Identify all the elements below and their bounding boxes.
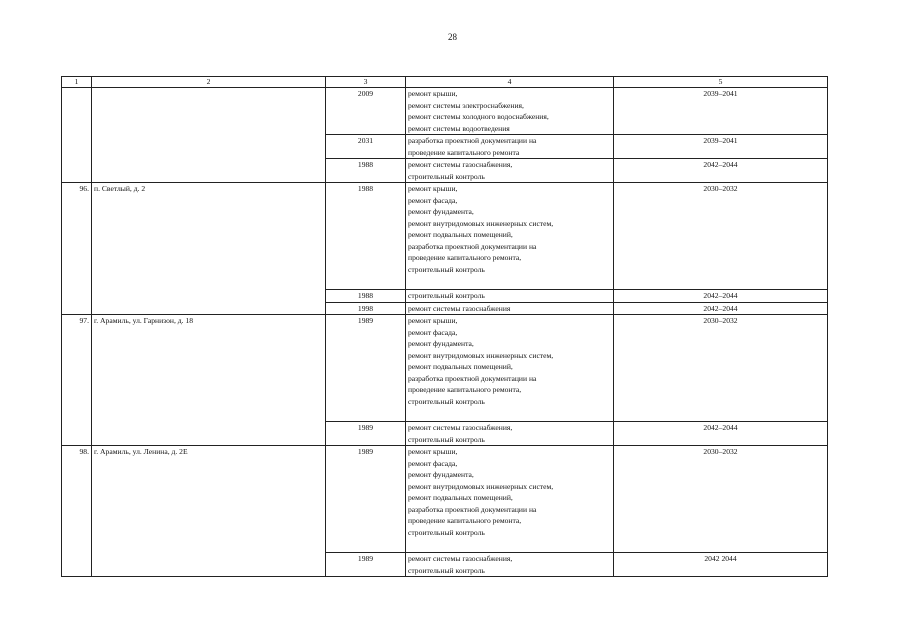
year-cell: 1989 [326,422,406,446]
period-cell: 2030–2032 [614,446,828,553]
works-cell [406,88,614,135]
work-item: ремонт крыши, [408,184,458,193]
row-number-cell: 98. [62,446,92,577]
address-cell: г. Арамиль, ул. Ленина, д. 2Е [92,446,326,577]
year-cell: 1988 [326,159,406,183]
work-item: разработка проектной документации на [408,241,537,251]
work-item: ремонт фасада, [408,458,458,468]
period-cell: 2042 2044 [614,553,828,577]
header-col-3: 3 [326,77,406,88]
period-cell: 2042–2044 [614,290,828,303]
table-row [62,446,828,553]
work-item: проведение капитального ремонта, [408,253,522,262]
works-cell [406,159,614,183]
period-cell: 2039–2041 [614,88,828,135]
work-item: ремонт внутридомовых инженерных систем, [408,481,554,491]
work-item: строительный контроль [408,291,485,300]
year-cell: 1988 [326,183,406,290]
period-cell: 2042–2044 [614,422,828,446]
row-number-cell [62,88,92,183]
work-item: ремонт системы электроснабжения, [408,100,524,110]
year-cell: 1989 [326,553,406,577]
work-item: разработка проектной документации на [408,136,537,145]
work-item: проведение капитального ремонта [408,147,520,157]
address-cell [92,88,326,183]
address-cell: г. Арамиль, ул. Гарнизон, д. 18 [92,315,326,446]
work-item: ремонт системы водоотведения [408,123,510,133]
work-item: ремонт внутридомовых инженерных систем, [408,218,554,228]
period-cell: 2030–2032 [614,183,828,290]
work-item: ремонт подвальных помещений, [408,362,513,371]
work-item: строительный контроль [408,434,485,444]
work-item: ремонт крыши, [408,447,458,456]
repair-plan-table [61,76,828,577]
work-item: строительный контроль [408,171,485,181]
work-item: ремонт подвальных помещений, [408,230,513,239]
works-cell [406,302,614,315]
page-number: 28 [448,32,457,42]
year-cell: 1988 [326,290,406,303]
period-cell: 2042–2044 [614,159,828,183]
work-item: разработка проектной документации на [408,373,537,383]
works-cell [406,183,614,290]
work-item: ремонт крыши, [408,89,458,98]
header-col-4: 4 [406,77,614,88]
work-item: ремонт фундамента, [408,207,474,216]
work-item: ремонт системы холодного водоснабжения, [408,112,549,121]
works-cell [406,290,614,303]
work-item: ремонт системы газоснабжения, [408,160,513,169]
work-item: ремонт фундамента, [408,339,474,348]
work-item: ремонт фундамента, [408,470,474,479]
works-cell [406,422,614,446]
work-item: ремонт внутридомовых инженерных систем, [408,350,554,360]
header-col-5: 5 [614,77,828,88]
row-number-cell: 97. [62,315,92,446]
work-item: проведение капитального ремонта, [408,385,522,394]
table-row [62,315,828,422]
header-col-1: 1 [62,77,92,88]
period-cell: 2030–2032 [614,315,828,422]
work-item: ремонт фасада, [408,195,458,205]
work-item: ремонт крыши, [408,316,458,325]
period-cell: 2039–2041 [614,135,828,159]
work-item: ремонт системы газоснабжения, [408,423,513,432]
header-col-2: 2 [92,77,326,88]
works-cell [406,446,614,553]
period-cell: 2042–2044 [614,302,828,315]
works-cell [406,553,614,577]
works-cell [406,135,614,159]
year-cell: 2009 [326,88,406,135]
work-item: ремонт системы газоснабжения [408,303,511,313]
year-cell: 1989 [326,315,406,422]
work-item: проведение капитального ремонта, [408,516,522,525]
table-row [62,183,828,290]
works-cell [406,315,614,422]
work-item: ремонт подвальных помещений, [408,493,513,502]
year-cell: 1989 [326,446,406,553]
table-body [62,77,828,577]
work-item: ремонт системы газоснабжения, [408,554,513,563]
address-cell: п. Светлый, д. 2 [92,183,326,315]
work-item: строительный контроль [408,396,485,406]
work-item: строительный контроль [408,527,485,537]
work-item: строительный контроль [408,565,485,575]
year-cell: 2031 [326,135,406,159]
work-item: строительный контроль [408,264,485,274]
work-item: ремонт фасада, [408,327,458,337]
year-cell: 1998 [326,302,406,315]
table-row [62,88,828,135]
row-number-cell: 96. [62,183,92,315]
work-item: разработка проектной документации на [408,504,537,514]
header-row [62,77,828,88]
